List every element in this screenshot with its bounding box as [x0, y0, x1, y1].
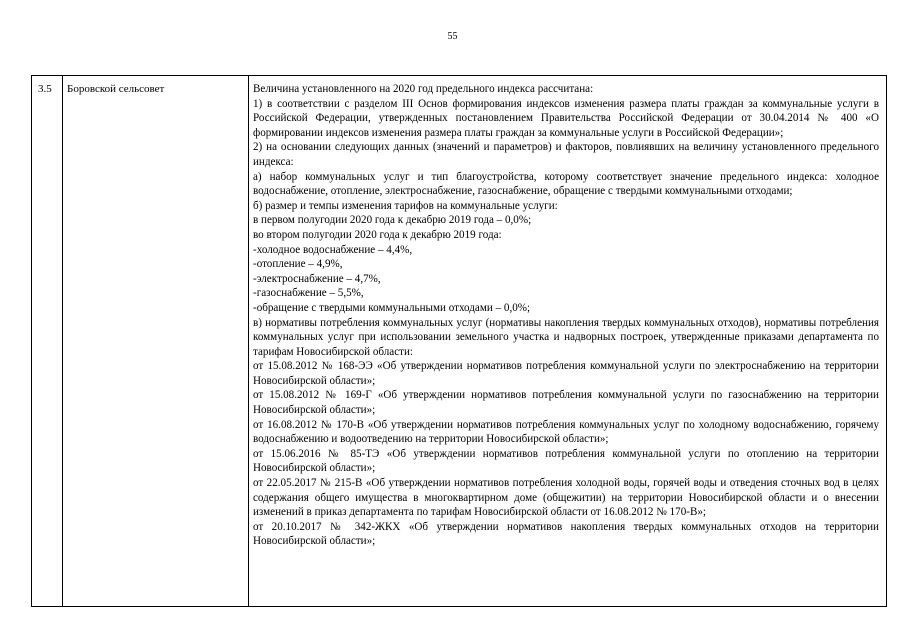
- order-reference: от 15.06.2016 № 85-ТЭ «Об утверждении нормативов потребления коммунальной услуги по отоплению на территории Новосибирской области»;: [253, 447, 879, 475]
- text-paragraph: во втором полугодии 2020 года к декабрю 2019 года:: [253, 228, 502, 241]
- page-number: 55: [447, 31, 458, 42]
- tariff-item: -газоснабжение – 5,5%,: [253, 287, 364, 300]
- order-reference: от 15.08.2012 № 169-Г «Об утверждении нормативов потребления коммунальной услуги по газоснабжению на территории Новосибирской области»;: [253, 389, 879, 417]
- order-reference: от 15.08.2012 № 168-ЭЭ «Об утверждении нормативов потребления коммунальной услуги по электроснабжению на территории Новосибирской области»;: [253, 360, 879, 387]
- text-paragraph: 1) в соответствии с разделом III Основ формирования индексов изменения размера платы граждан за коммунальные услуги в Российской Федерации, утвержденных постановлением Правительства Российской Федерации от 30.04.2014 № 400 «О формировании индексов изменения размера платы граждан за коммунальные услуги в Российской Федерации»;: [253, 97, 879, 139]
- text-paragraph: в) нормативы потребления коммунальных услуг (нормативы накопления твердых коммунальных отходов), нормативы потребления коммунальных услуг при использовании земельного участка и надворных построек, утвержденные приказами департамента по тарифам Новосибирской области:: [253, 316, 879, 358]
- order-reference: от 22.05.2017 № 215-В «Об утверждении нормативов потребления холодной воды, горячей воды и отведения сточных вод в целях содержания общего имущества в многоквартирном доме (общежитии) на территории Новосибирской области и о внесении изменений в приказ департамента по тарифам Новосибирской области от 16.08.2012 № 170-В»;: [253, 477, 879, 519]
- document-table: [31, 75, 887, 607]
- row-number: 3.5: [38, 83, 52, 95]
- text-paragraph: Величина установленного на 2020 год предельного индекса рассчитана:: [253, 83, 594, 95]
- order-reference: от 20.10.2017 № 342-ЖКХ «Об утверждении нормативов накопления твердых коммунальных отходов на территории Новосибирской области»;: [253, 520, 879, 548]
- column-divider: [62, 76, 63, 606]
- tariff-item: -отопление – 4,9%,: [253, 258, 343, 271]
- text-paragraph: в первом полугодии 2020 года к декабрю 2019 года – 0,0%;: [253, 214, 532, 227]
- text-paragraph: б) размер и темпы изменения тарифов на коммунальные услуги:: [253, 199, 558, 212]
- text-paragraph: 2) на основании следующих данных (значений и параметров) и факторов, повлиявших на величину установленного предельного индекса:: [253, 141, 879, 168]
- tariff-item: -холодное водоснабжение – 4,4%,: [253, 243, 413, 256]
- column-divider: [248, 76, 249, 606]
- municipality-name: Боровской сельсовет: [67, 83, 165, 95]
- tariff-item: -электроснабжение – 4,7%,: [253, 272, 381, 285]
- row-description: [253, 82, 879, 549]
- tariff-item: -обращение с твердыми коммунальными отходами – 0,0%;: [253, 301, 531, 314]
- text-paragraph: а) набор коммунальных услуг и тип благоустройства, которому соответствует значение предельного индекса: холодное водоснабжение, отопление, электроснабжение, газоснабжение, обращение с твердыми коммунальными отходами;: [253, 170, 879, 198]
- order-reference: от 16.08.2012 № 170-В «Об утверждении нормативов потребления коммунальных услуг по холодному водоснабжению, горячему водоснабжению и водоотведению на территории Новосибирской области»;: [253, 418, 879, 446]
